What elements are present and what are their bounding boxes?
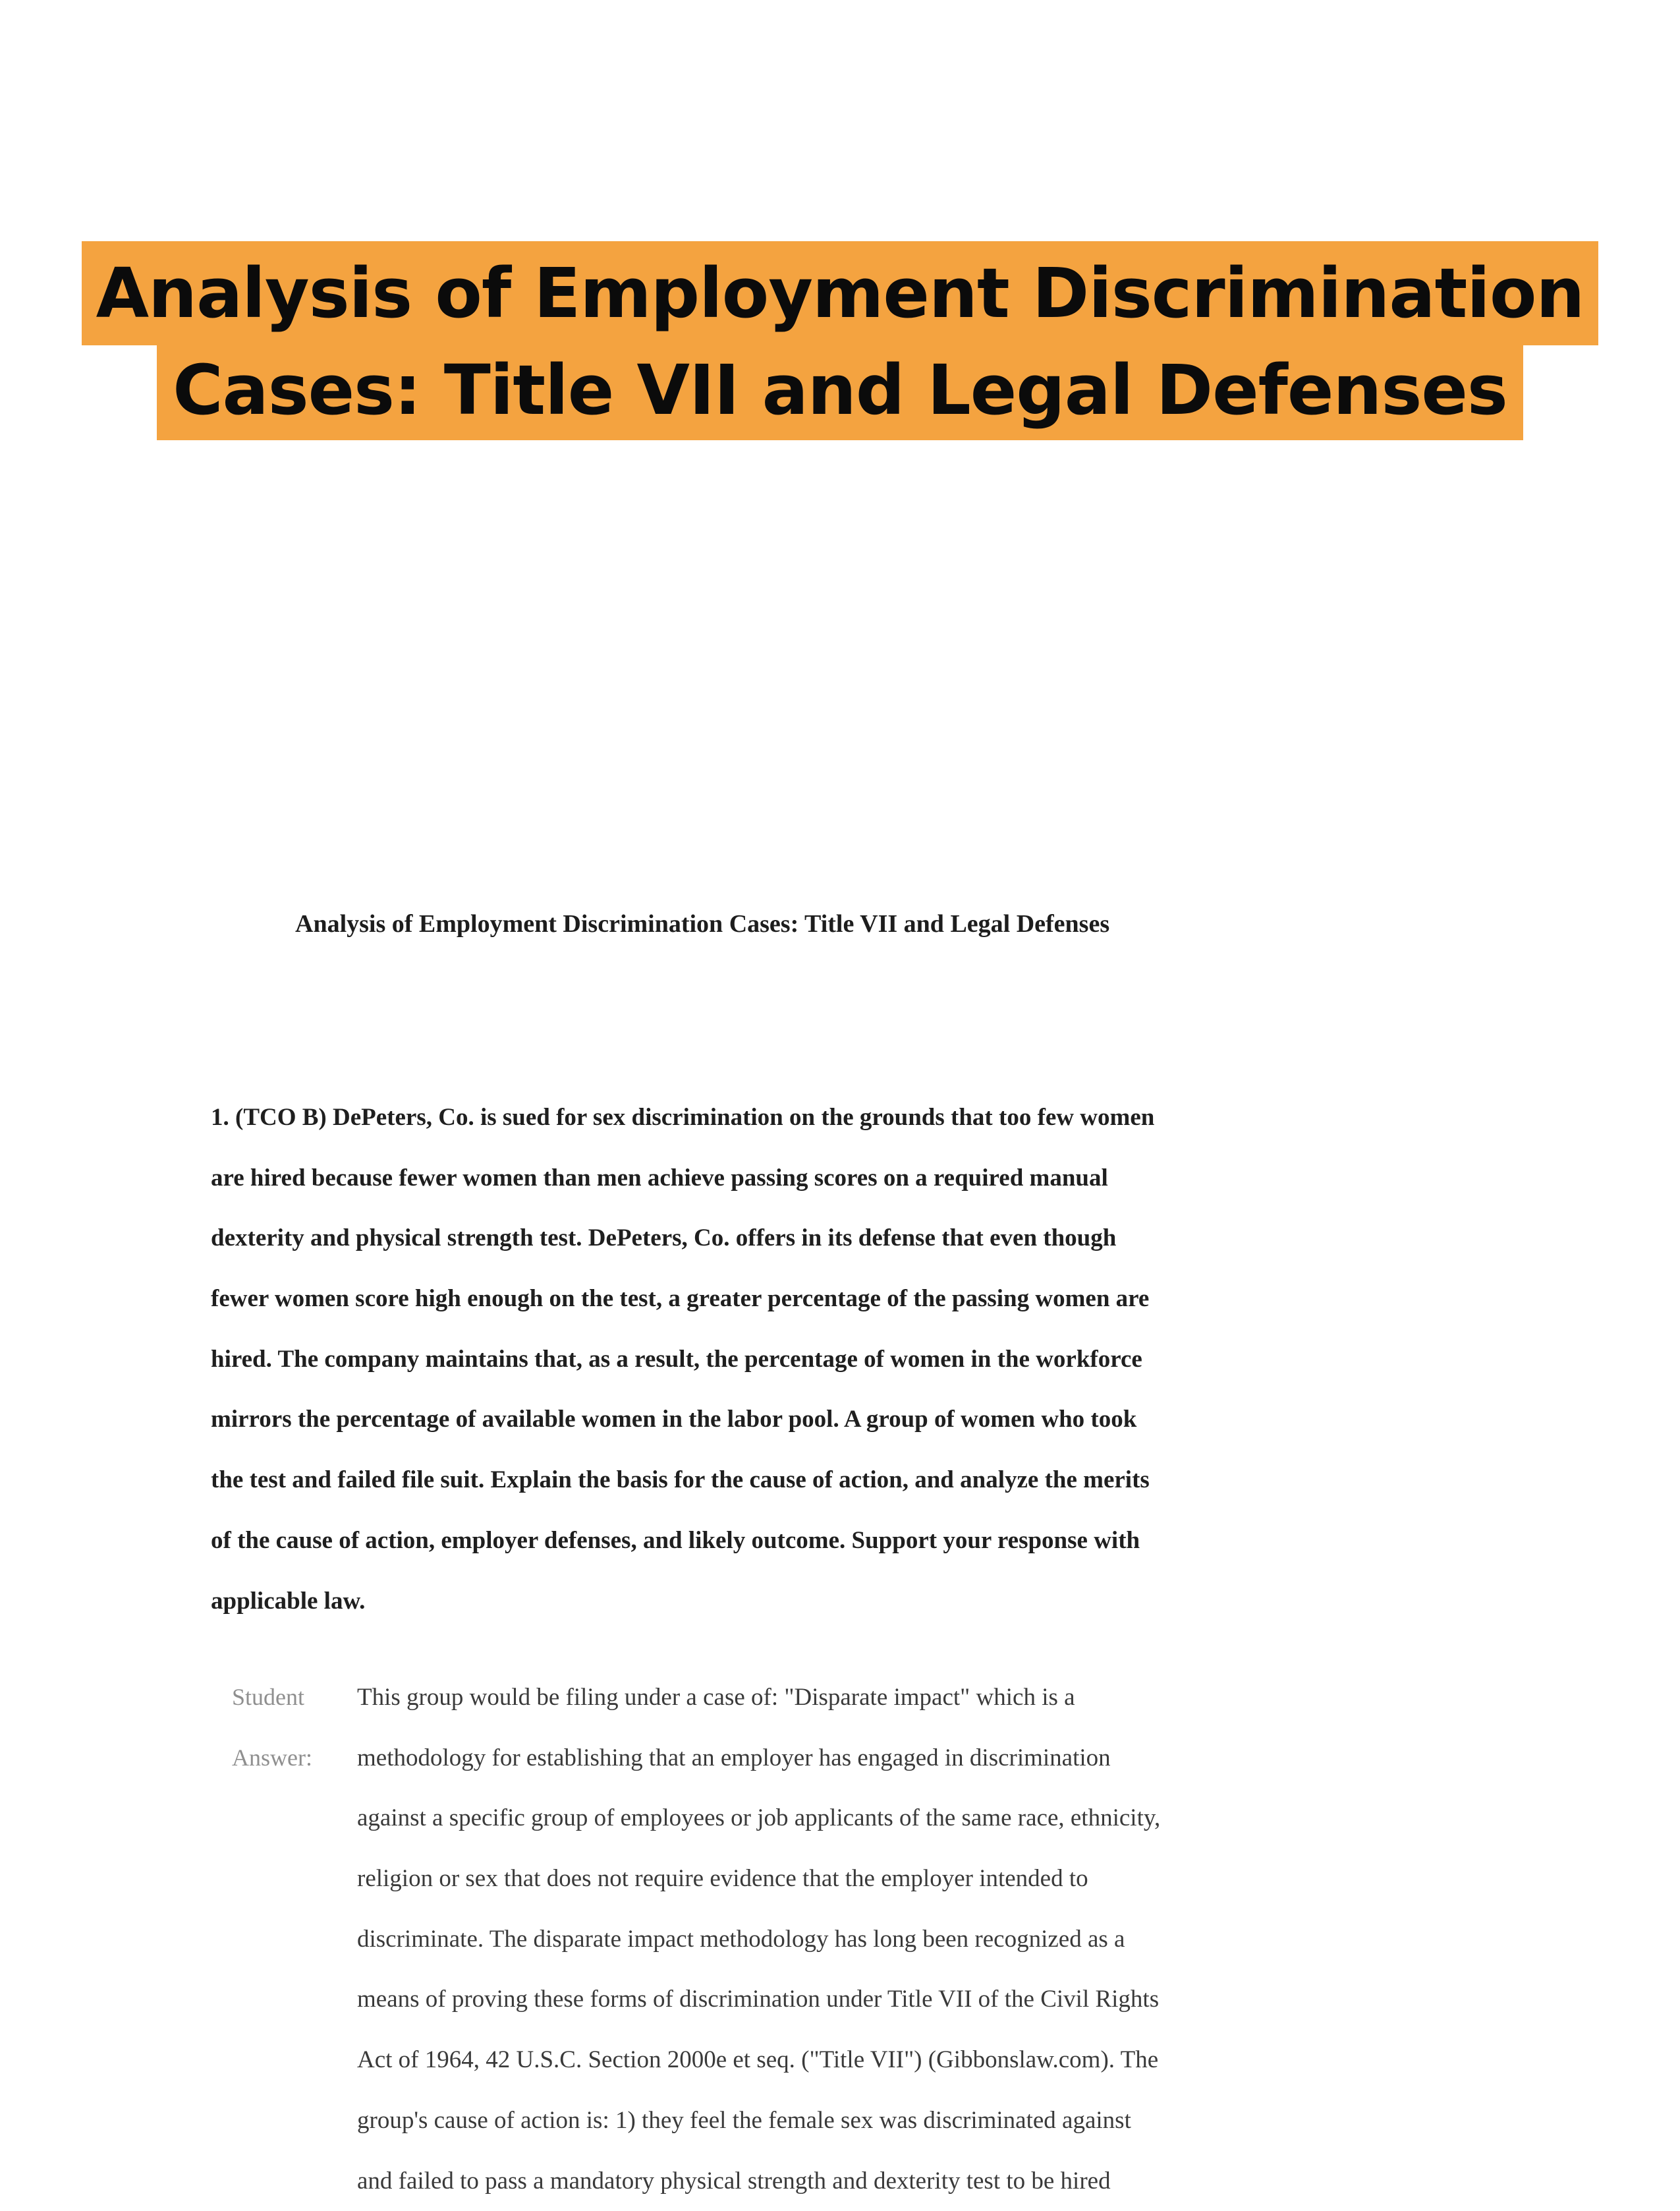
answer-line: group's cause of action is: 1) they feel the female sex was discriminated against [357,2106,1131,2134]
answer-label-line: Answer: [232,1744,312,1771]
question-block [211,1087,1245,1631]
answer-line: against a specific group of employees or job applicants of the same race, ethnicity, [357,1804,1161,1832]
answer-label-line: Student [232,1684,305,1710]
banner-title-line-1 [0,241,1680,345]
document-title: Analysis of Employment Discrimination Cases: Title VII and Legal Defenses [295,910,1110,938]
question-line: 1. (TCO B) DePeters, Co. is sued for sex discrimination on the grounds that too few women [211,1104,1155,1131]
banner-title-line-2 [0,345,1680,440]
banner-title-text-1: Analysis of Employment Discrimination [82,241,1599,345]
answer-line: This group would be filing under a case of: "Disparate impact" which is a [357,1684,1075,1711]
question-line: the test and failed file suit. Explain the basis for the cause of action, and analyze the merits [211,1466,1150,1494]
question-line: hired. The company maintains that, as a result, the percentage of women in the workforce [211,1345,1142,1373]
question-line: applicable law. [211,1587,366,1615]
student-answer-block [357,1667,1279,2195]
answer-line: means of proving these forms of discrimination under Title VII of the Civil Rights [357,1986,1160,2013]
answer-line: Act of 1964, 42 U.S.C. Section 2000e et seq. ("Title VII") (Gibbonslaw.com). The [357,2046,1159,2074]
question-line: mirrors the percentage of available women in the labor pool. A group of women who took [211,1406,1137,1433]
answer-line: religion or sex that does not require evidence that the employer intended to [357,1865,1088,1893]
question-line: of the cause of action, employer defenses, and likely outcome. Support your response with [211,1526,1140,1554]
answer-line: and failed to pass a mandatory physical strength and dexterity test to be hired [357,2167,1111,2195]
answer-line: methodology for establishing that an employer has engaged in discrimination [357,1744,1111,1771]
answer-line: discriminate. The disparate impact methodology has long been recognized as a [357,1925,1125,1953]
question-line: fewer women score high enough on the test, a greater percentage of the passing women are [211,1285,1150,1313]
banner-title-text-2: Cases: Title VII and Legal Defenses [157,345,1523,440]
question-line: dexterity and physical strength test. DePeters, Co. offers in its defense that even though [211,1224,1117,1252]
question-line: are hired because fewer women than men achieve passing scores on a required manual [211,1164,1108,1192]
student-answer-label [232,1667,312,1788]
